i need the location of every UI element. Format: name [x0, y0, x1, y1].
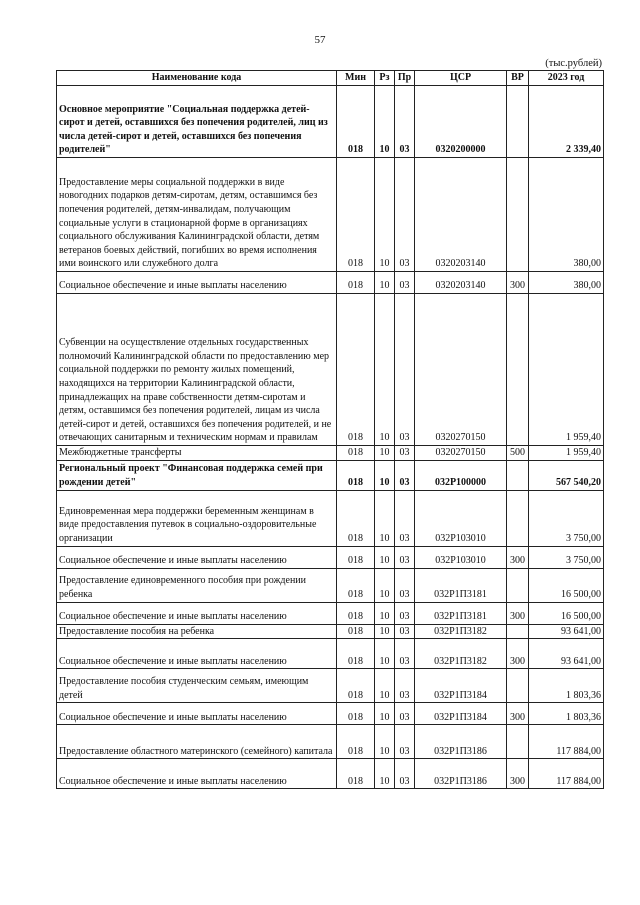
row-vr — [507, 86, 529, 158]
row-csr: 0320270150 — [415, 446, 507, 461]
row-csr: 032P100000 — [415, 460, 507, 490]
table-row — [57, 294, 604, 446]
table-row — [57, 158, 604, 272]
row-rz: 10 — [375, 490, 395, 546]
row-pr: 03 — [395, 669, 415, 703]
row-rz: 10 — [375, 703, 395, 725]
row-rz: 10 — [375, 759, 395, 789]
row-pr: 03 — [395, 602, 415, 624]
row-vr — [507, 669, 529, 703]
table-body — [57, 86, 604, 789]
row-min: 018 — [337, 460, 375, 490]
table-row — [57, 669, 604, 703]
row-csr: 032P1П3181 — [415, 602, 507, 624]
row-amount: 16 500,00 — [529, 568, 604, 602]
row-min: 018 — [337, 86, 375, 158]
table-row — [57, 639, 604, 669]
row-pr: 03 — [395, 272, 415, 294]
table-header-row — [57, 71, 604, 86]
row-pr: 03 — [395, 546, 415, 568]
table-row — [57, 272, 604, 294]
column-header-pr: Пр — [395, 71, 415, 86]
row-name: Межбюджетные трансферты — [57, 446, 337, 461]
row-vr: 300 — [507, 703, 529, 725]
table-row — [57, 490, 604, 546]
row-min: 018 — [337, 546, 375, 568]
row-amount: 1 803,36 — [529, 703, 604, 725]
row-name: Предоставление меры социальной поддержки в виде новогодних подарков детям-сиротам, детям, оставшимся без попечения родителей, детям-инвалидам, получающим социальные услуги в стационарной форме в организациях социального обслуживания Калининградской области, детям ветеранов боевых действий, погибших во время исполнения ими воинского или служебного долга — [57, 158, 337, 272]
row-vr: 300 — [507, 272, 529, 294]
row-rz: 10 — [375, 272, 395, 294]
row-csr: 032P103010 — [415, 546, 507, 568]
row-name: Единовременная мера поддержки беременным женщинам в виде предоставления путевок в социально-оздоровительные организации — [57, 490, 337, 546]
row-name: Предоставление пособия студенческим семьям, имеющим детей — [57, 669, 337, 703]
row-pr: 03 — [395, 460, 415, 490]
row-csr: 0320203140 — [415, 272, 507, 294]
row-min: 018 — [337, 639, 375, 669]
row-rz: 10 — [375, 568, 395, 602]
row-min: 018 — [337, 158, 375, 272]
row-rz: 10 — [375, 546, 395, 568]
row-amount: 1 959,40 — [529, 446, 604, 461]
column-header-csr: ЦСР — [415, 71, 507, 86]
row-name: Социальное обеспечение и иные выплаты населению — [57, 546, 337, 568]
row-name: Предоставление единовременного пособия при рождении ребенка — [57, 568, 337, 602]
table-row — [57, 624, 604, 639]
row-pr: 03 — [395, 490, 415, 546]
row-vr — [507, 158, 529, 272]
row-csr: 0320270150 — [415, 294, 507, 446]
row-min: 018 — [337, 703, 375, 725]
table-row — [57, 546, 604, 568]
row-name: Социальное обеспечение и иные выплаты населению — [57, 639, 337, 669]
row-csr: 032P103010 — [415, 490, 507, 546]
row-name: Предоставление областного материнского (семейного) капитала — [57, 725, 337, 759]
row-csr: 032P1П3186 — [415, 725, 507, 759]
row-amount: 117 884,00 — [529, 725, 604, 759]
row-vr — [507, 568, 529, 602]
row-pr: 03 — [395, 294, 415, 446]
row-pr: 03 — [395, 446, 415, 461]
row-amount: 1 959,40 — [529, 294, 604, 446]
table-row — [57, 602, 604, 624]
row-pr: 03 — [395, 703, 415, 725]
row-pr: 03 — [395, 725, 415, 759]
row-name: Социальное обеспечение и иные выплаты населению — [57, 703, 337, 725]
row-name: Социальное обеспечение и иные выплаты населению — [57, 759, 337, 789]
row-rz: 10 — [375, 669, 395, 703]
row-amount: 93 641,00 — [529, 639, 604, 669]
row-amount: 16 500,00 — [529, 602, 604, 624]
row-amount: 380,00 — [529, 158, 604, 272]
column-header-amount: 2023 год — [529, 71, 604, 86]
row-min: 018 — [337, 294, 375, 446]
row-min: 018 — [337, 602, 375, 624]
budget-table — [56, 70, 604, 789]
row-amount: 3 750,00 — [529, 490, 604, 546]
row-amount: 3 750,00 — [529, 546, 604, 568]
row-rz: 10 — [375, 639, 395, 669]
row-pr: 03 — [395, 158, 415, 272]
table-row — [57, 703, 604, 725]
row-vr — [507, 460, 529, 490]
row-pr: 03 — [395, 568, 415, 602]
row-amount: 2 339,40 — [529, 86, 604, 158]
row-vr — [507, 490, 529, 546]
row-rz: 10 — [375, 602, 395, 624]
row-rz: 10 — [375, 446, 395, 461]
row-pr: 03 — [395, 759, 415, 789]
units-note: (тыс.рублей) — [545, 58, 602, 69]
row-csr: 032P1П3184 — [415, 669, 507, 703]
row-pr: 03 — [395, 624, 415, 639]
row-amount: 1 803,36 — [529, 669, 604, 703]
table-row — [57, 86, 604, 158]
row-vr: 300 — [507, 602, 529, 624]
row-min: 018 — [337, 568, 375, 602]
row-name: Основное мероприятие "Социальная поддержка детей-сирот и детей, оставшихся без попечения родителей, лиц из числа детей-сирот и детей, оставшихся без попечения родителей" — [57, 86, 337, 158]
table-row — [57, 759, 604, 789]
row-name: Региональный проект "Финансовая поддержка семей при рождении детей" — [57, 460, 337, 490]
row-vr: 300 — [507, 759, 529, 789]
row-vr — [507, 294, 529, 446]
row-amount: 380,00 — [529, 272, 604, 294]
row-min: 018 — [337, 624, 375, 639]
row-min: 018 — [337, 725, 375, 759]
row-amount: 117 884,00 — [529, 759, 604, 789]
row-csr: 032P1П3182 — [415, 639, 507, 669]
row-rz: 10 — [375, 460, 395, 490]
row-rz: 10 — [375, 725, 395, 759]
row-vr: 500 — [507, 446, 529, 461]
table-row — [57, 460, 604, 490]
column-header-vr: ВР — [507, 71, 529, 86]
row-name: Субвенции на осуществление отдельных государственных полномочий Калининградской области по предоставлению мер социальной поддержки по ремонту жилых помещений, находящихся на территории Калининградской области, принадлежащих на праве собственности детям-сиротам и детям, оставшимся без попечения родителей, лицам из числа детей-сирот и детей, оставшихся без попечения родителей, и не отвечающих санитарным и техническим нормам и правилам — [57, 294, 337, 446]
row-name: Предоставление пособия на ребенка — [57, 624, 337, 639]
row-rz: 10 — [375, 294, 395, 446]
row-rz: 10 — [375, 158, 395, 272]
column-header-name: Наименование кода — [57, 71, 337, 86]
row-csr: 0320203140 — [415, 158, 507, 272]
row-csr: 032P1П3181 — [415, 568, 507, 602]
row-rz: 10 — [375, 624, 395, 639]
row-csr: 032P1П3184 — [415, 703, 507, 725]
row-name: Социальное обеспечение и иные выплаты населению — [57, 272, 337, 294]
row-csr: 032P1П3186 — [415, 759, 507, 789]
row-vr: 300 — [507, 639, 529, 669]
row-csr: 032P1П3182 — [415, 624, 507, 639]
row-min: 018 — [337, 759, 375, 789]
column-header-min: Мин — [337, 71, 375, 86]
row-name: Социальное обеспечение и иные выплаты населению — [57, 602, 337, 624]
table-row — [57, 446, 604, 461]
row-rz: 10 — [375, 86, 395, 158]
row-amount: 93 641,00 — [529, 624, 604, 639]
row-vr — [507, 725, 529, 759]
row-min: 018 — [337, 669, 375, 703]
row-min: 018 — [337, 272, 375, 294]
page-number: 57 — [314, 34, 326, 46]
row-vr: 300 — [507, 546, 529, 568]
row-min: 018 — [337, 490, 375, 546]
row-min: 018 — [337, 446, 375, 461]
row-vr — [507, 624, 529, 639]
table-row — [57, 725, 604, 759]
row-pr: 03 — [395, 86, 415, 158]
row-pr: 03 — [395, 639, 415, 669]
row-amount: 567 540,20 — [529, 460, 604, 490]
column-header-rz: Рз — [375, 71, 395, 86]
table-row — [57, 568, 604, 602]
row-csr: 0320200000 — [415, 86, 507, 158]
